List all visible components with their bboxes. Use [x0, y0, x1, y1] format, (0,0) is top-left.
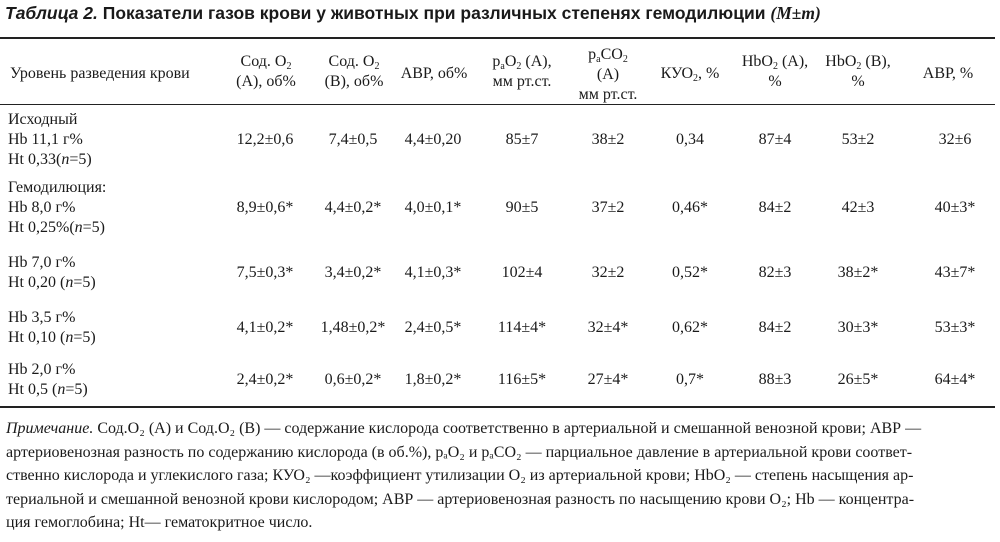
header-o2-v: Сод. $O_2$ (В), об%: [324, 53, 384, 90]
table-cell: 4,0±0,1*: [404, 199, 462, 216]
row-label: [8, 308, 96, 348]
table-cell: 0,46*: [672, 199, 708, 216]
table-cell: 0,62*: [672, 319, 708, 336]
table-cell: 43±7*: [934, 264, 976, 281]
note-label: Примечание.: [6, 420, 94, 437]
row-label: [8, 178, 106, 238]
row-label-line: Hb 8,0 г%: [8, 199, 76, 216]
header-o2-a: Сод. $O_2$ (А), об%: [236, 53, 296, 90]
header-avr-ob: АВР, об%: [400, 65, 468, 82]
top-rule: [0, 37, 995, 39]
row-label-line: Hb 7,0 г%: [8, 254, 76, 271]
table-title: [5, 3, 821, 24]
table-cell: 37±2: [591, 199, 625, 216]
note-line: артериовенозная разность по содержанию кислорода (в об.%), pₐO₂ и pₐCO₂ — парциальное давление в артериальной крови соответ-: [6, 443, 913, 461]
table-cell: 4,4±0,2*: [324, 199, 382, 216]
header-rule: [0, 104, 995, 105]
header-kuo2: $КУО_2$, %: [660, 65, 720, 84]
table-label: Таблица 2.: [5, 3, 98, 23]
row-label-line: Hb 3,5 г%: [8, 309, 76, 326]
table-cell: 82±3: [758, 264, 792, 281]
row-label-line: Ht 0,25%(n=5): [8, 219, 106, 236]
note-line: Сод.O₂ (А) и Сод.O₂ (В) — содержание кислорода соответственно в артериальной и смешанной венозной крови; АВР —: [93, 420, 922, 437]
row-label: [8, 110, 92, 170]
row-label: [8, 253, 96, 293]
row-label-line: Ht 0,10 (n=5): [8, 329, 96, 346]
table-stat: (M±m): [770, 3, 821, 23]
table-cell: 7,5±0,3*: [236, 264, 294, 281]
table-cell: 8,9±0,6*: [236, 199, 294, 216]
table-cell: 1,48±0,2*: [320, 319, 386, 336]
table-cell: 87±4: [758, 131, 792, 148]
note-line: ция гемоглобина; Ht— гематокритное число.: [6, 514, 313, 531]
bottom-rule: [0, 406, 995, 408]
table-cell: 38±2: [591, 131, 625, 148]
table-cell: 53±3*: [934, 319, 976, 336]
table-cell: 0,34: [676, 131, 704, 148]
row-label: [8, 360, 88, 400]
row-label-line: Hb 2,0 г%: [8, 361, 76, 378]
table-cell: 53±2: [841, 131, 875, 148]
table-cell: 2,4±0,2*: [236, 371, 294, 388]
header-paco2: $p_aCO_2$ (А) мм рт.ст.: [578, 46, 638, 103]
table-cell: 84±2: [758, 199, 792, 216]
table-cell: 116±5*: [497, 371, 547, 388]
table-cell: 114±4*: [497, 319, 547, 336]
table-cell: 88±3: [758, 371, 792, 388]
table-cell: 4,4±0,20: [404, 131, 462, 148]
table-cell: 84±2: [758, 319, 792, 336]
table-cell: 3,4±0,2*: [324, 264, 382, 281]
table-cell: 27±4*: [587, 371, 629, 388]
table-cell: 0,6±0,2*: [324, 371, 382, 388]
header-hbo2-a: HbO$_2$ (А), %: [741, 53, 809, 90]
table-cell: 38±2*: [837, 264, 879, 281]
table-cell: 2,4±0,5*: [404, 319, 462, 336]
table-cell: 0,7*: [676, 371, 704, 388]
table-cell: 32±6: [938, 131, 972, 148]
table-cell: 32±4*: [587, 319, 629, 336]
table-cell: 12,2±0,6: [236, 131, 294, 148]
header-hbo2-v: HbO$_2$ (В), %: [825, 53, 891, 90]
table-caption: Показатели газов крови у животных при различных степенях гемодилюции: [97, 3, 771, 23]
header-avr-pct: АВР, %: [922, 65, 974, 82]
table-cell: 30±3*: [837, 319, 879, 336]
table-cell: 85±7: [505, 131, 539, 148]
table-cell: 4,1±0,3*: [404, 264, 462, 281]
header-level: Уровень разведения крови: [10, 65, 190, 82]
table-cell: 102±4: [501, 264, 543, 281]
table-cell: 1,8±0,2*: [404, 371, 462, 388]
table-cell: 7,4±0,5: [328, 131, 378, 148]
row-label-line: Исходный: [8, 111, 78, 128]
table-cell: 42±3: [841, 199, 875, 216]
header-pao2: $p_aO_2$ (А), мм рт.ст.: [492, 53, 552, 90]
table-note: [6, 417, 994, 535]
row-label-line: Ht 0,33(n=5): [8, 151, 92, 168]
row-label-line: Ht 0,20 (n=5): [8, 274, 96, 291]
note-line: териальной и смешанной венозной крови кислородом; АВР — артериовенозная разность по насыщению крови O₂; Hb — концентра-: [6, 490, 915, 508]
note-line: ственно кислорода и углекислого газа; КУО₂ —коэффициент утилизации O₂ из артериальной крови; HbO₂ — степень насыщения ар-: [6, 467, 914, 484]
table-cell: 40±3*: [934, 199, 976, 216]
table-cell: 26±5*: [837, 371, 879, 388]
table-cell: 32±2: [591, 264, 625, 281]
row-label-line: Hb 11,1 г%: [8, 131, 83, 148]
row-label-line: Ht 0,5 (n=5): [8, 381, 88, 398]
table-cell: 90±5: [505, 199, 539, 216]
table-cell: 4,1±0,2*: [236, 319, 294, 336]
table-cell: 0,52*: [672, 264, 708, 281]
row-label-line: Гемодилюция:: [8, 179, 107, 196]
table-cell: 64±4*: [934, 371, 976, 388]
